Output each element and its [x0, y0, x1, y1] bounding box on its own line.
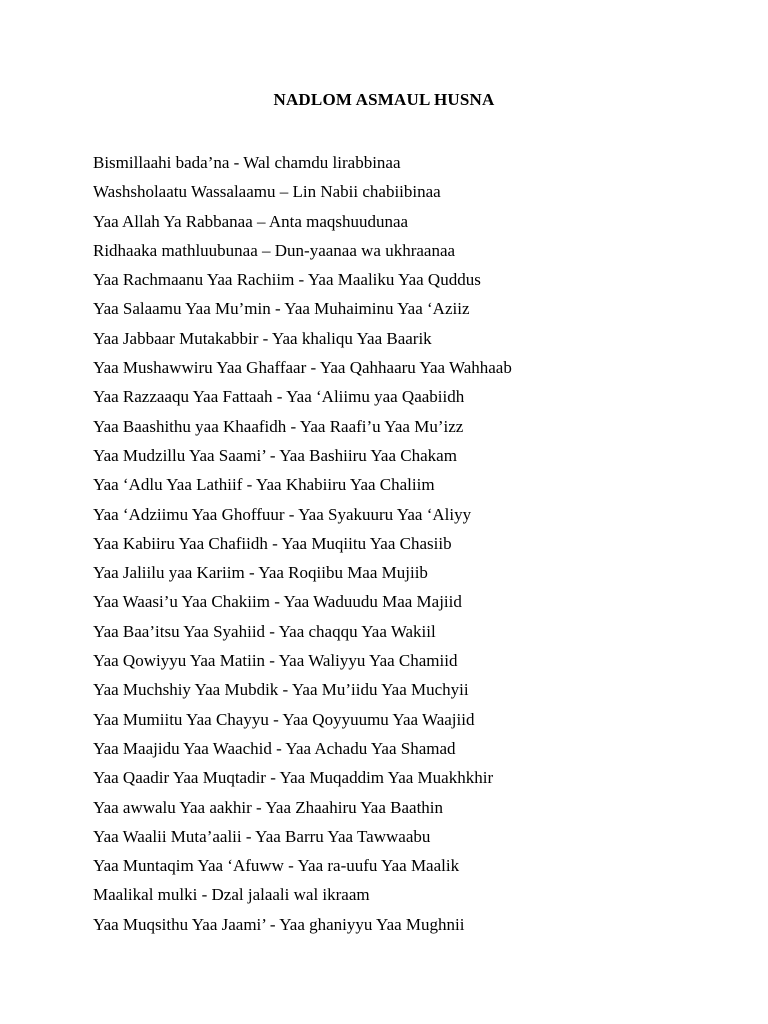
- verse-line: Yaa Mumiitu Yaa Chayyu - Yaa Qoyyuumu Yaa Waajiid: [93, 709, 475, 729]
- verse-line: Yaa Qowiyyu Yaa Matiin - Yaa Waliyyu Yaa Chamiid: [93, 651, 458, 671]
- verse-line: Yaa Waasi’u Yaa Chakiim - Yaa Waduudu Maa Majiid: [93, 592, 462, 612]
- verse-line: Yaa Jaliilu yaa Kariim - Yaa Roqiibu Maa Mujiib: [93, 563, 428, 583]
- document-title: NADLOM ASMAUL HUSNA: [273, 90, 495, 109]
- verse-line: Bismillaahi bada’na - Wal chamdu lirabbinaa: [93, 153, 401, 172]
- verse-line: Washsholaatu Wassalaamu – Lin Nabii chabiibinaa: [93, 182, 441, 202]
- verse-line: Yaa Salaamu Yaa Mu’min - Yaa Muhaiminu Yaa ‘Aziiz: [93, 299, 470, 319]
- verse-line: Yaa ‘Adziimu Yaa Ghoffuur - Yaa Syakuuru Yaa ‘Aliyy: [93, 504, 472, 524]
- verse-line: Yaa Allah Ya Rabbanaa – Anta maqshuudunaa: [93, 211, 409, 231]
- verse-line: Yaa Maajidu Yaa Waachid - Yaa Achadu Yaa Shamad: [93, 738, 456, 758]
- verse-line: Yaa ‘Adlu Yaa Lathiif - Yaa Khabiiru Yaa Chaliim: [93, 475, 435, 495]
- verse-line: Yaa Mushawwiru Yaa Ghaffaar - Yaa Qahhaaru Yaa Wahhaab: [93, 358, 512, 378]
- verse-line: Yaa Muqsithu Yaa Jaami’ - Yaa ghaniyyu Yaa Mughnii: [93, 914, 465, 934]
- verse-line: Yaa awwalu Yaa aakhir - Yaa Zhaahiru Yaa Baathin: [93, 797, 444, 817]
- verse-line: Maalikal mulki - Dzal jalaali wal ikraam: [93, 885, 370, 905]
- verse-line: Yaa Baa’itsu Yaa Syahiid - Yaa chaqqu Yaa Wakiil: [93, 621, 436, 641]
- verse-line: Yaa Mudzillu Yaa Saami’ - Yaa Bashiiru Yaa Chakam: [93, 445, 457, 465]
- verse-line: Ridhaaka mathluubunaa – Dun-yaanaa wa ukhraanaa: [93, 240, 456, 260]
- verse-line: Yaa Baashithu yaa Khaafidh - Yaa Raafi’u Yaa Mu’izz: [93, 416, 464, 436]
- verse-line: Yaa Qaadir Yaa Muqtadir - Yaa Muqaddim Yaa Muakhkhir: [93, 768, 494, 788]
- verse-line: Yaa Rachmaanu Yaa Rachiim - Yaa Maaliku Yaa Quddus: [93, 270, 481, 290]
- verse-list: [93, 148, 733, 939]
- verse-line: Yaa Waalii Muta’aalii - Yaa Barru Yaa Tawwaabu: [93, 826, 431, 846]
- verse-line: Yaa Muchshiy Yaa Mubdik - Yaa Mu’iidu Yaa Muchyii: [93, 680, 469, 700]
- verse-line: Yaa Muntaqim Yaa ‘Afuww - Yaa ra-uufu Yaa Maalik: [93, 856, 460, 876]
- verse-line: Yaa Jabbaar Mutakabbir - Yaa khaliqu Yaa Baarik: [93, 328, 432, 348]
- verse-line: Yaa Kabiiru Yaa Chafiidh - Yaa Muqiitu Yaa Chasiib: [93, 533, 452, 553]
- verse-line: Yaa Razzaaqu Yaa Fattaah - Yaa ‘Aliimu yaa Qaabiidh: [93, 387, 465, 407]
